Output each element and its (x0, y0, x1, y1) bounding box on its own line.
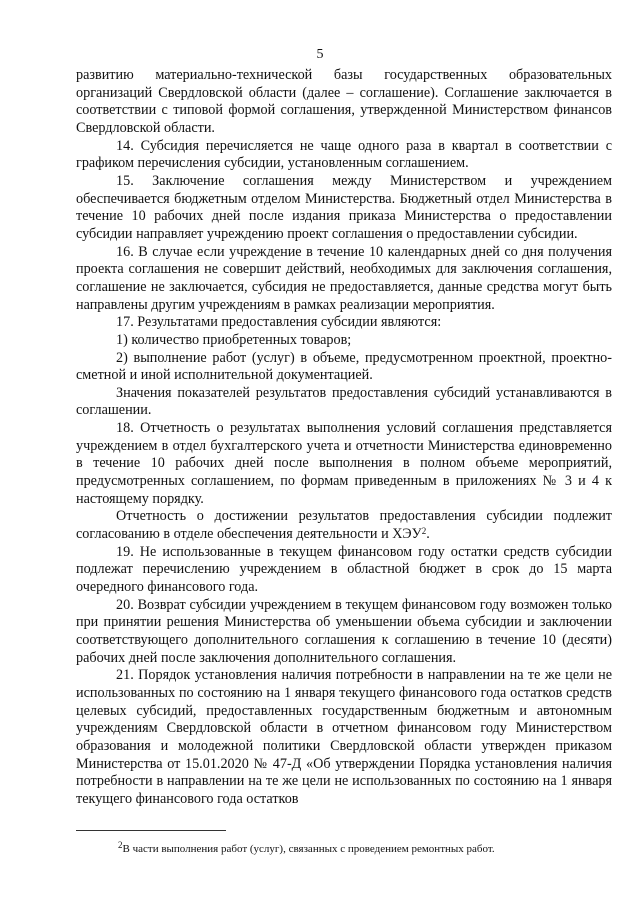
paragraph: 21. Порядок установления наличия потребности в направлении на те же цели не использованных по состоянию на 1 января текущего финансового года остатков средств целевых субсидий, предоставленных государственным бюджетным и автономным учреждениям Свердловской области в отчетном финансовом году Министерством образования и молодежной политики Свердловской области утвержден приказом Министерства от 15.01.2020 № 47-Д «Об утверждении Порядка установления наличия потребности в направлении на те же цели не использованных по состоянию на 1 января текущего финансового года остатков (76, 667, 612, 807)
paragraph: 18. Отчетность о результатах выполнения условий соглашения представляется учреждением в отдел бухгалтерского учета и отчетности Министерства единовременно в течение 10 рабочих дней после выполнения в полном объеме мероприятий, предусмотренных соглашением, по формам приведенным в приложениях № 3 и 4 к настоящему порядку. (76, 420, 612, 507)
list-item: 2) выполнение работ (услуг) в объеме, предусмотренном проектной, проектно-сметной и иной исполнительной документацией. (76, 349, 612, 384)
footnote-reference: 2 (421, 526, 427, 537)
paragraph: развитию материально-технической базы государственных образовательных организаций Свердловской области (далее – соглашение). Соглашение заключается в соответствии с типовой формой соглашения, утвержденной Министерством финансов Свердловской области. (76, 67, 612, 136)
paragraph: Значения показателей результатов предоставления субсидий устанавливаются в соглашении. (76, 384, 612, 419)
paragraph: 14. Субсидия перечисляется не чаще одного раза в квартал в соответствии с графиком перечисления субсидии, установленным соглашением. (76, 137, 612, 172)
paragraph: 19. Не использованные в текущем финансовом году остатки средств субсидии подлежат перечислению учреждением в областной бюджет в срок до 15 марта очередного финансового года. (76, 543, 612, 596)
paragraph-text: Отчетность о достижении результатов предоставления субсидии подлежит согласованию в отделе обеспечения деятельности и ХЭУ (76, 508, 612, 543)
paragraph: 15. Заключение соглашения между Министерством и учреждением обеспечивается бюджетным отделом Министерства. Бюджетный отдел Министерства в течение 10 рабочих дней после издания приказа Министерства о предоставлении субсидии направляет учреждению проект соглашения о предоставлении субсидии. (76, 172, 612, 242)
footnote-mark: 2 (118, 840, 123, 850)
document-body (76, 67, 612, 809)
paragraph-with-footnote (76, 508, 612, 543)
footnote (118, 842, 618, 856)
list-item: 1) количество приобретенных товаров; (116, 331, 352, 348)
paragraph: 16. В случае если учреждение в течение 10 календарных дней со дня получения проекта соглашения не совершит действий, необходимых для заключения соглашения, соглашение не заключается, субсидия не предоставляется, данные средства могут быть направлены другим учреждениям в рамках реализации мероприятия. (76, 243, 612, 313)
footnote-text: В части выполнения работ (услуг), связанных с проведением ремонтных работ. (122, 843, 495, 855)
paragraph: 17. Результатами предоставления субсидии являются: (116, 314, 442, 331)
page-number: 5 (316, 47, 324, 62)
paragraph: 20. Возврат субсидии учреждением в текущем финансовом году возможен только при принятии решения Министерства об уменьшении объема субсидии и заключении соответствующего дополнительного соглашения к соглашению в течение 10 (десяти) рабочих дней после заключения дополнительного соглашения. (76, 596, 612, 666)
paragraph-end: . (426, 526, 430, 543)
footnote-divider (76, 830, 226, 831)
